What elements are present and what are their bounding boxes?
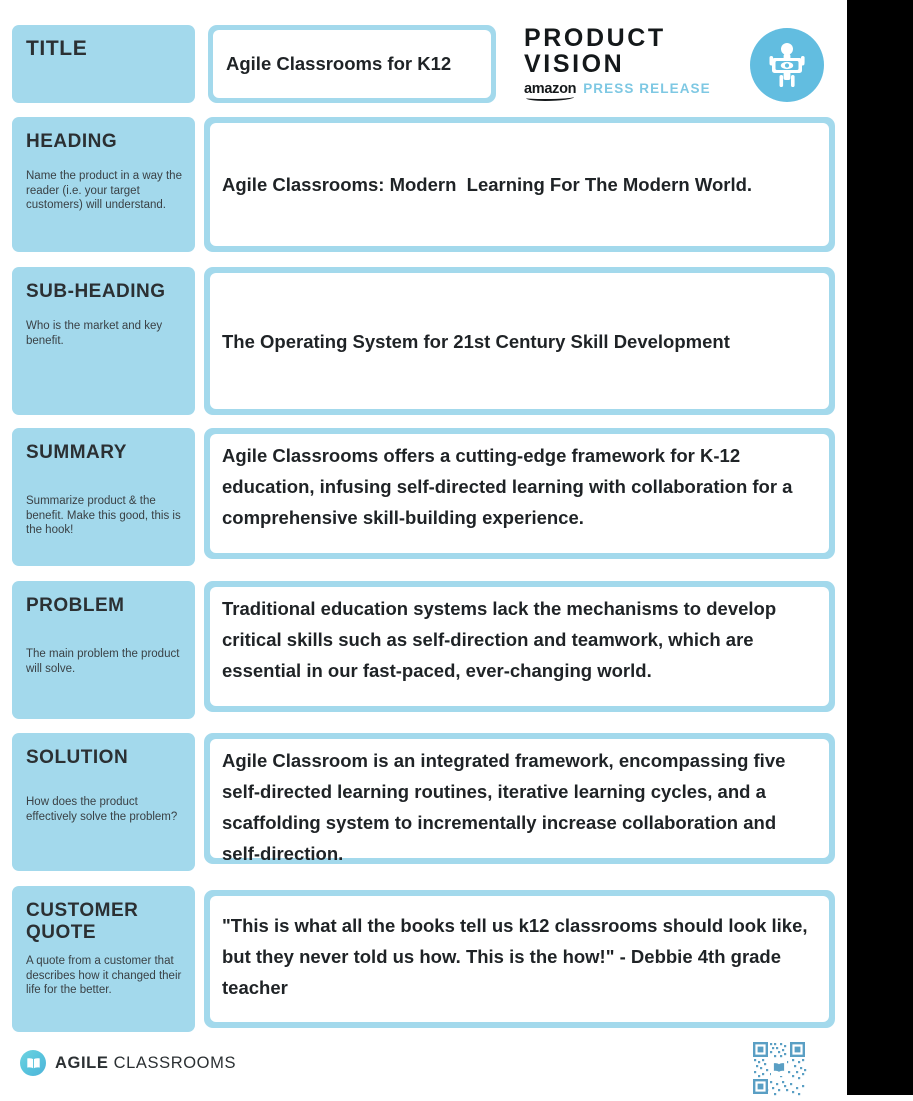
section-content-inner	[210, 896, 829, 1022]
title-value-field[interactable]	[208, 25, 496, 103]
section-label-title: SOLUTION	[26, 747, 129, 768]
section-label-description: Who is the market and key benefit.	[26, 320, 163, 347]
press-release-label: PRESS RELEASE	[583, 81, 711, 96]
brand-line-product: PRODUCT	[524, 24, 666, 52]
section-label-description: Summarize product & the benefit. Make this good, this is the hook!	[26, 495, 181, 536]
title-value-inner	[213, 30, 491, 98]
brand-line-vision: VISION	[524, 50, 625, 78]
section-content-field[interactable]	[204, 581, 835, 712]
section-label-description: Name the product in a way the reader (i.e. your target customers) will understand.	[26, 170, 182, 211]
title-label-text: TITLE	[26, 37, 88, 60]
section-content-field[interactable]	[204, 733, 835, 864]
qr-code-with-book-logo[interactable]	[751, 1040, 807, 1096]
section-label-title: SUB-HEADING	[26, 281, 166, 302]
open-book-icon	[26, 1057, 41, 1070]
section-label-panel	[12, 267, 195, 415]
brand-subline	[524, 81, 724, 101]
section-label-description: A quote from a customer that describes how it changed their life for the better.	[26, 955, 182, 996]
section-content-field[interactable]	[204, 428, 835, 559]
section-label-panel	[12, 117, 195, 252]
section-content-text: Agile Classroom is an integrated framework, encompassing five self-directed learning routines, iterative learning cycles, and a scaffolding system to incrementally increase collaboration and self-direction.	[222, 750, 791, 864]
section-label-title: CUSTOMER QUOTE	[26, 900, 139, 943]
vision-badge	[750, 28, 824, 102]
open-book-circle-icon	[20, 1050, 46, 1076]
person-holding-vision-sign-icon	[765, 42, 809, 88]
section-label-description: The main problem the product will solve.	[26, 648, 180, 675]
qr-code-icon	[751, 1040, 807, 1096]
amazon-wordmark: amazon	[524, 81, 576, 101]
section-content-text: Traditional education systems lack the mechanisms to develop critical skills such as self-direction and teamwork, which are essential in our fast-paced, ever-changing world.	[222, 598, 782, 681]
section-content-inner	[210, 739, 829, 864]
footer-logo	[20, 1050, 236, 1076]
section-label-title: HEADING	[26, 131, 118, 152]
section-content-text: "This is what all the books tell us k12 classrooms should look like, but they never told us how. This is the how!" - Debbie 4th grade teacher	[222, 915, 813, 998]
section-content-text: Agile Classrooms: Modern Learning For The Modern World.	[222, 174, 753, 195]
footer	[12, 1048, 835, 1092]
section-label-title: PROBLEM	[26, 595, 125, 616]
section-content-field[interactable]	[204, 267, 835, 415]
section-content-text: The Operating System for 21st Century Skill Development	[222, 330, 730, 352]
footer-brand-bold: AGILE	[55, 1053, 109, 1072]
right-black-band	[847, 0, 913, 1095]
section-content-inner	[210, 273, 829, 409]
section-content-inner	[210, 587, 829, 706]
section-content-inner	[210, 123, 829, 246]
section-content-field[interactable]	[204, 890, 835, 1028]
section-label-title: SUMMARY	[26, 442, 127, 463]
section-label-panel	[12, 428, 195, 566]
section-label-description: How does the product effectively solve the problem?	[26, 796, 178, 823]
section-label-panel	[12, 581, 195, 719]
section-content-inner	[210, 434, 829, 553]
section-label-panel	[12, 733, 195, 871]
title-label-panel	[12, 25, 195, 103]
footer-brand-light: CLASSROOMS	[108, 1053, 237, 1072]
footer-brand-text	[55, 1054, 236, 1073]
section-label-panel	[12, 886, 195, 1032]
section-content-field[interactable]	[204, 117, 835, 252]
product-vision-brand	[524, 25, 724, 101]
header-row	[12, 25, 835, 107]
section-content-text: Agile Classrooms offers a cutting-edge framework for K-12 education, infusing self-directed learning with collaboration for a comprehensive skill-building experience.	[222, 445, 798, 528]
title-value-text: Agile Classrooms for K12	[226, 53, 452, 74]
